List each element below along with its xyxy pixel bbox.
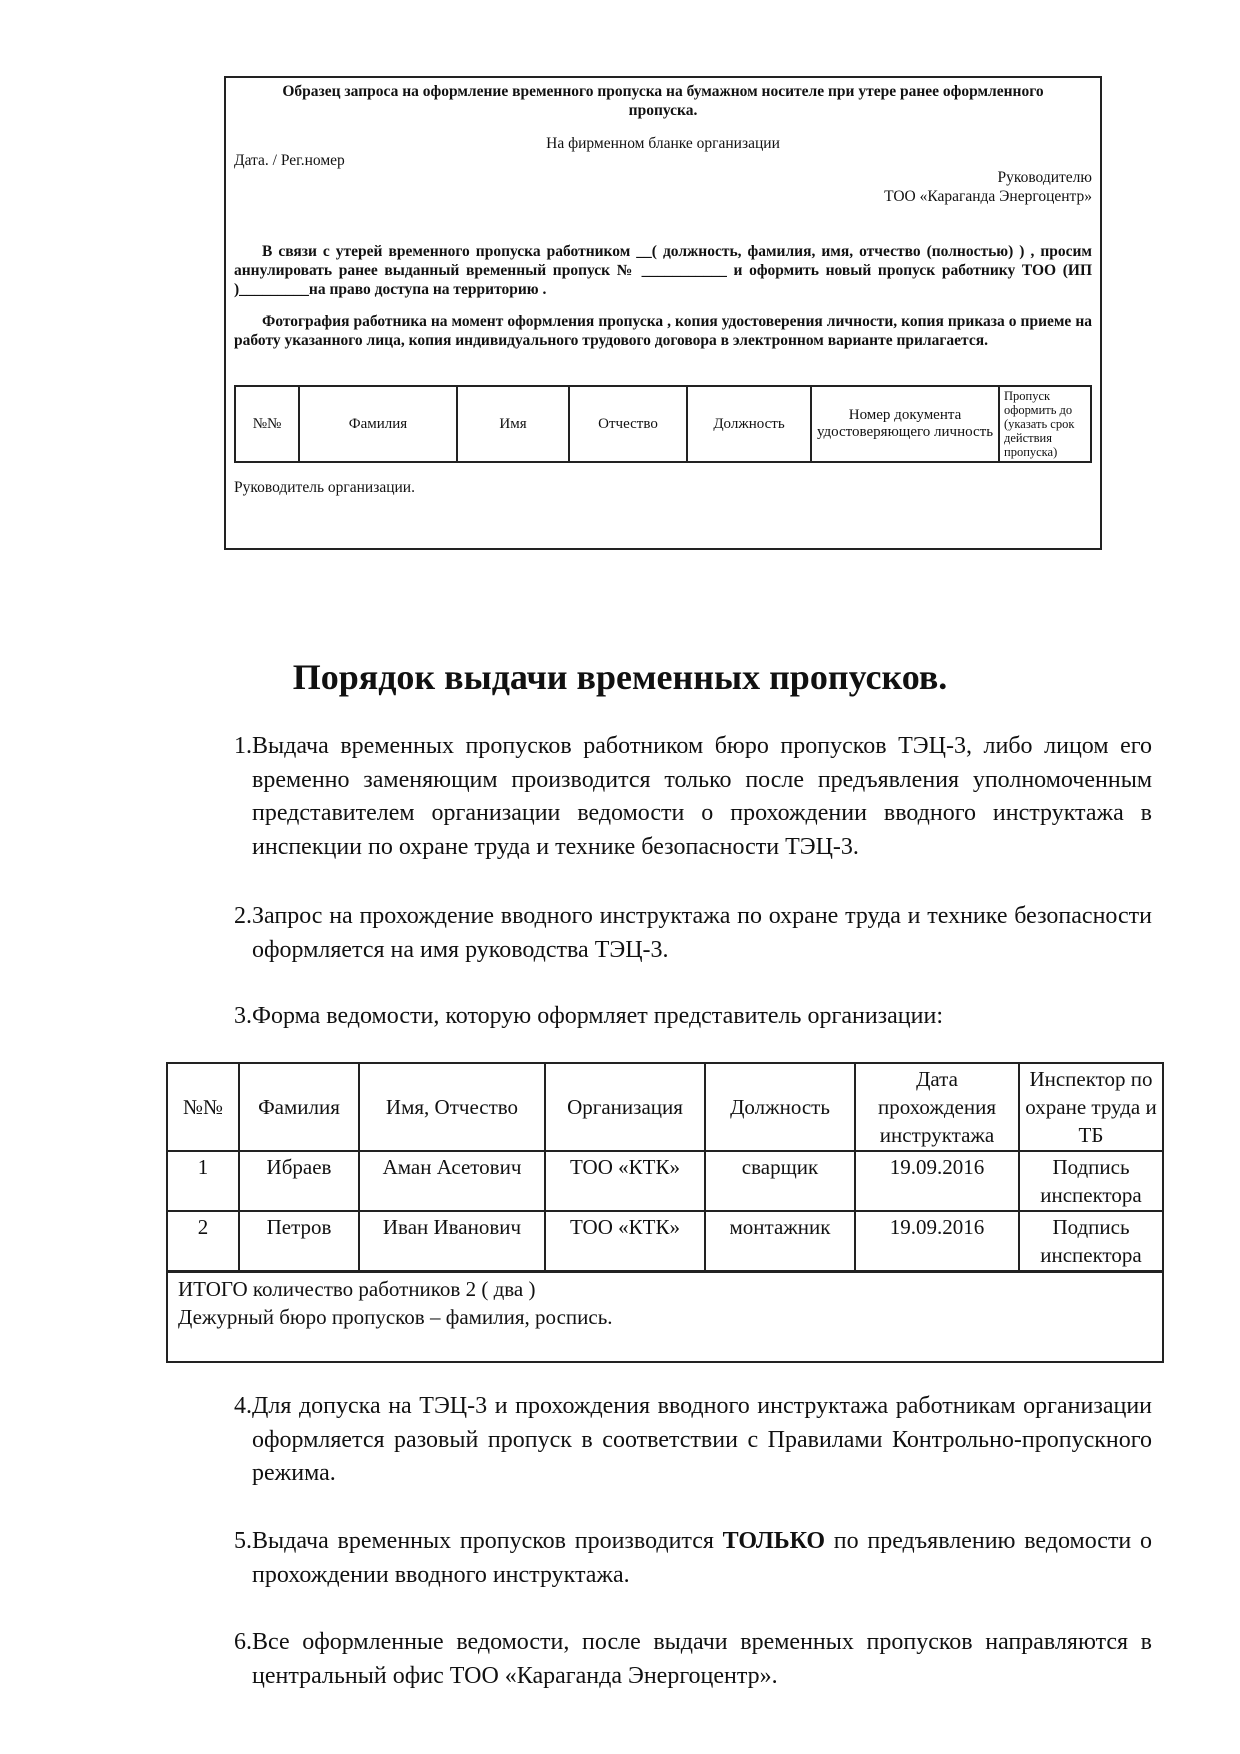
duty-officer-signature: Дежурный бюро пропусков – фамилия, роспись. (178, 1305, 613, 1329)
vedomost-table (166, 1062, 1164, 1363)
sample-col-name: Имя (457, 386, 569, 462)
page-title: Порядок выдачи временных пропусков. (292, 657, 948, 697)
cell-organization: ТОО «КТК» (545, 1151, 705, 1211)
letterhead-note: На фирменном бланке организации (546, 135, 780, 152)
cell-inspector: Подпись инспектора (1019, 1151, 1163, 1211)
cell-surname: Петров (239, 1211, 359, 1272)
col-organization: Организация (545, 1063, 705, 1151)
list-text-before: Выдача временных пропусков производится (252, 1528, 714, 1554)
cell-briefing-date: 19.09.2016 (855, 1151, 1019, 1211)
cell-name-patronymic: Аман Асетович (359, 1151, 545, 1211)
list-number: 4. (234, 1393, 252, 1419)
vedomost-header-row (167, 1063, 1163, 1151)
sample-col-surname: Фамилия (299, 386, 457, 462)
vedomost-total-row (167, 1272, 1163, 1363)
col-number: №№ (167, 1063, 239, 1151)
col-surname: Фамилия (239, 1063, 359, 1151)
date-reg-number: Дата. / Рег.номер (234, 152, 345, 169)
cell-inspector: Подпись инспектора (1019, 1211, 1163, 1272)
cell-number: 1 (167, 1151, 239, 1211)
list-text-emphasis: ТОЛЬКО (722, 1528, 826, 1554)
cell-position: сварщик (705, 1151, 855, 1211)
sample-col-id-document: Номер документа удостоверяющего личность (811, 386, 999, 462)
sample-col-patronymic: Отчество (569, 386, 687, 462)
sample-col-number: №№ (235, 386, 299, 462)
list-number: 6. (234, 1629, 252, 1655)
sample-col-pass-validity: Пропуск оформить до (указать срок действия пропуска) (999, 386, 1091, 462)
table-row (167, 1211, 1163, 1272)
cell-position: монтажник (705, 1211, 855, 1272)
sample-paragraph-2: Фотография работника на момент оформления пропуска , копия удостоверения личности, копия приказа о приеме на работу указанного лица, копия индивидуального трудового договора в электронном варианте прилагается. (234, 313, 1092, 349)
list-text: Форма ведомости, которую оформляет представитель организации: (252, 1003, 943, 1029)
list-text (252, 1525, 1152, 1592)
list-number: 5. (234, 1528, 252, 1554)
cell-organization: ТОО «КТК» (545, 1211, 705, 1272)
sample-paragraph-1: В связи с утерей временного пропуска работником __( должность, фамилия, имя, отчество (полностью) ) , просим аннулировать ранее выданный временный пропуск № ___________ и оформить новый пропуск работнику ТОО (ИП )_________на право доступа на территорию . (234, 243, 1092, 298)
cell-surname: Ибраев (239, 1151, 359, 1211)
list-text: Все оформленные ведомости, после выдачи временных пропусков направляются в центральный офис ТОО «Караганда Энергоцентр». (252, 1629, 1152, 1689)
addressee-line-1: Руководителю (997, 169, 1092, 186)
list-text: Для допуска на ТЭЦ-3 и прохождения вводного инструктажа работникам организации оформляется разовый пропуск в соответствии с Правилами Контрольно-пропускного режима. (252, 1393, 1152, 1486)
col-briefing-date: Дата прохождения инструктажа (855, 1063, 1019, 1151)
col-inspector: Инспектор по охране труда и ТБ (1019, 1063, 1163, 1151)
table-row (167, 1151, 1163, 1211)
sample-table (234, 385, 1092, 463)
list-number: 3. (234, 1003, 252, 1029)
total-count: ИТОГО количество работников 2 ( два ) (178, 1277, 536, 1301)
cell-number: 2 (167, 1211, 239, 1272)
cell-briefing-date: 19.09.2016 (855, 1211, 1019, 1272)
list-number: 2. (234, 903, 252, 929)
sample-title: Образец запроса на оформление временного пропуска на бумажном носителе при утере ранее оформленного пропуска. (282, 83, 1044, 119)
sample-signature: Руководитель организации. (234, 479, 415, 496)
list-text: Запрос на прохождение вводного инструктажа по охране труда и технике безопасности оформляется на имя руководства ТЭЦ-3. (252, 903, 1152, 963)
sample-col-position: Должность (687, 386, 811, 462)
col-position: Должность (705, 1063, 855, 1151)
sample-table-header-row (235, 386, 1091, 462)
cell-name-patronymic: Иван Иванович (359, 1211, 545, 1272)
list-text-after: по предъявлению ведомости о прохождении вводного инструктажа. (252, 1528, 1153, 1588)
addressee (884, 168, 1092, 206)
addressee-line-2: ТОО «Караганда Энергоцентр» (884, 188, 1092, 205)
sample-request-form (224, 76, 1102, 550)
col-name-patronymic: Имя, Отчество (359, 1063, 545, 1151)
list-text: Выдача временных пропусков работником бюро пропусков ТЭЦ-3, либо лицом его временно заменяющим производится только после предъявления уполномоченным представителем организации ведомости о прохождении вводного инструктажа в инспекции по охране труда и технике безопасности ТЭЦ-3. (252, 733, 1152, 860)
vedomost-total (167, 1272, 1163, 1363)
list-number: 1. (234, 733, 252, 759)
